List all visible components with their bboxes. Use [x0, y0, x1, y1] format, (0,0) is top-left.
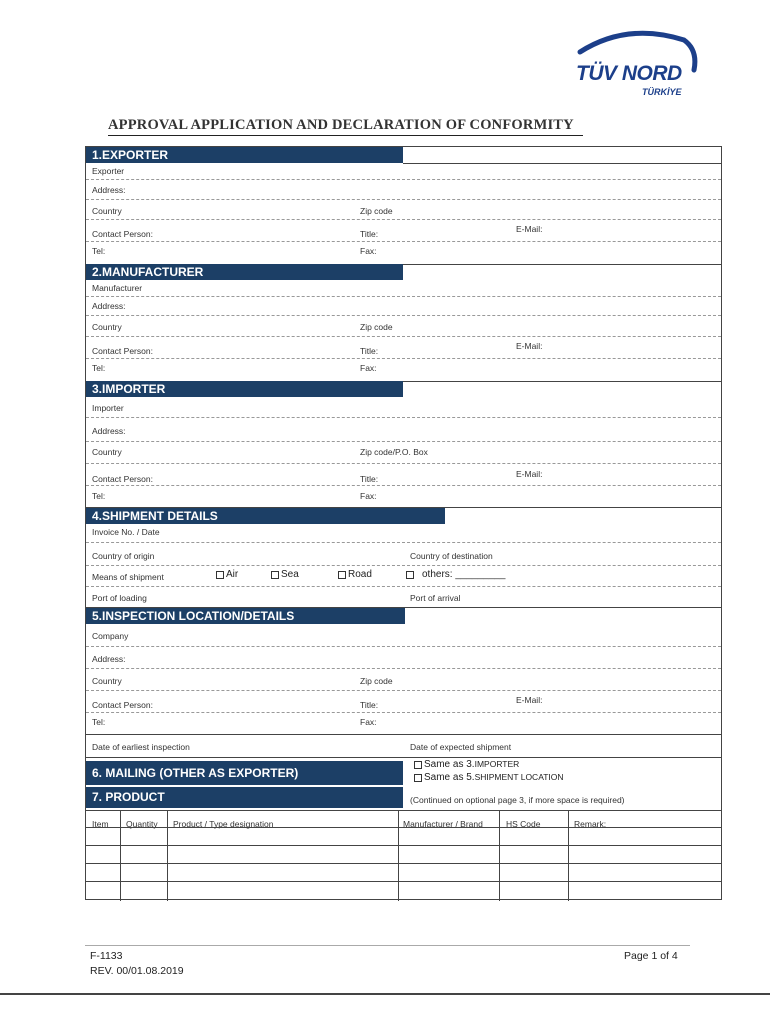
title-label: Title:	[360, 229, 379, 239]
exporter-contact-row[interactable]	[86, 220, 721, 242]
invoice-label: Invoice No. / Date	[92, 527, 160, 537]
fax-label: Fax:	[360, 363, 377, 373]
importer-address-row[interactable]	[86, 418, 721, 442]
manufacturer-address-row[interactable]	[86, 297, 721, 316]
inspection-address-row[interactable]	[86, 647, 721, 669]
fax-label: Fax:	[360, 491, 377, 501]
col-hs-code: HS Code	[506, 819, 541, 829]
same-as-shipment-location-label	[424, 772, 564, 783]
inspection-country-row[interactable]	[86, 669, 721, 691]
importer-contact-row[interactable]	[86, 464, 721, 486]
title-label: Title:	[360, 700, 379, 710]
email-label: E-Mail:	[516, 469, 543, 479]
inspection-tel-row[interactable]	[86, 713, 721, 735]
importer-label: Importer	[92, 403, 124, 413]
address-label: Address:	[92, 185, 126, 195]
manufacturer-contact-row[interactable]	[86, 337, 721, 359]
tel-label: Tel:	[92, 717, 106, 727]
tel-label: Tel:	[92, 363, 106, 373]
zip-label: Zip code	[360, 206, 393, 216]
section-manufacturer-heading: 2.MANUFACTURER	[86, 264, 403, 280]
email-label: E-Mail:	[516, 341, 543, 351]
zip-label: Zip code	[360, 676, 393, 686]
exporter-country-row[interactable]	[86, 200, 721, 220]
air-label: Air	[226, 569, 239, 580]
same-as-importer-label	[424, 759, 519, 770]
page-bottom-rule	[0, 993, 770, 995]
section-importer-heading: 3.IMPORTER	[86, 381, 403, 397]
page-number: Page 1 of 4	[624, 950, 678, 962]
address-label: Address:	[92, 301, 126, 311]
address-label: Address:	[92, 426, 126, 436]
same-as-importer-small: IMPORTER	[474, 759, 520, 769]
fax-label: Fax:	[360, 246, 377, 256]
port-arrival-label: Port of arrival	[410, 593, 461, 603]
col-divider	[568, 810, 569, 901]
col-remark: Remark:	[574, 819, 607, 829]
product-table-top	[86, 810, 721, 811]
col-divider	[167, 810, 168, 901]
table-row-divider	[86, 863, 721, 864]
company-row[interactable]	[86, 624, 721, 647]
email-label: E-Mail:	[516, 224, 543, 234]
col-product-type: Product / Type designation	[173, 819, 274, 829]
document-title: APPROVAL APPLICATION AND DECLARATION OF CONFORMITY	[108, 117, 574, 133]
importer-country-row[interactable]	[86, 442, 721, 464]
same-as-importer-checkbox[interactable]	[414, 761, 422, 769]
section-exporter-heading: 1.EXPORTER	[86, 147, 403, 163]
country-label: Country	[92, 447, 122, 457]
inspection-dates-row[interactable]	[86, 735, 721, 758]
address-label: Address:	[92, 654, 126, 664]
logo-sub-text: TÜRKİYE	[642, 87, 682, 97]
invoice-row[interactable]	[86, 524, 721, 543]
col-quantity: Quantity	[126, 819, 158, 829]
origin-row[interactable]	[86, 543, 721, 566]
col-item: Item	[92, 819, 109, 829]
others-label[interactable]: others: _________	[422, 569, 506, 580]
application-form	[85, 146, 722, 900]
col-divider	[120, 810, 121, 901]
company-label: Company	[92, 631, 129, 641]
road-label: Road	[348, 569, 372, 580]
section-divider	[403, 147, 721, 164]
manufacturer-tel-row[interactable]	[86, 359, 721, 382]
contact-label: Contact Person:	[92, 229, 153, 239]
origin-label: Country of origin	[92, 551, 155, 561]
section-inspection-heading: 5.INSPECTION LOCATION/DETAILS	[86, 608, 405, 624]
revision: REV. 00/01.08.2019	[90, 965, 184, 977]
table-row-divider	[86, 881, 721, 882]
col-manufacturer-brand: Manufacturer / Brand	[403, 819, 483, 829]
same-as-shipment-location-checkbox[interactable]	[414, 774, 422, 782]
section-product-heading: 7. PRODUCT	[86, 787, 403, 808]
tuv-nord-logo	[572, 30, 702, 102]
port-loading-label: Port of loading	[92, 593, 147, 603]
zip-label: Zip code	[360, 322, 393, 332]
col-divider	[499, 810, 500, 901]
exporter-tel-row[interactable]	[86, 242, 721, 265]
means-of-shipment-row	[86, 566, 721, 587]
title-label: Title:	[360, 346, 379, 356]
country-label: Country	[92, 206, 122, 216]
sea-label: Sea	[281, 569, 299, 580]
tel-label: Tel:	[92, 491, 106, 501]
zip-pobox-label: Zip code/P.O. Box	[360, 447, 428, 457]
earliest-inspection-label: Date of earliest inspection	[92, 742, 190, 752]
product-continuation-note: (Continued on optional page 3, if more space is required)	[410, 795, 625, 805]
exporter-label: Exporter	[92, 166, 125, 176]
form-number: F-1133	[90, 950, 123, 962]
same-as-location-main: Same as 5.	[424, 772, 475, 783]
inspection-contact-row[interactable]	[86, 691, 721, 713]
same-as-importer-main: Same as 3.	[424, 759, 475, 770]
contact-label: Contact Person:	[92, 700, 153, 710]
table-row-divider	[86, 827, 721, 828]
country-label: Country	[92, 676, 122, 686]
logo-brand-text: TÜV NORD	[576, 62, 682, 85]
title-underline	[108, 135, 583, 136]
exporter-name-row[interactable]	[86, 163, 721, 180]
manufacturer-country-row[interactable]	[86, 316, 721, 337]
email-label: E-Mail:	[516, 695, 543, 705]
country-label: Country	[92, 322, 122, 332]
footer-rule	[85, 945, 690, 946]
contact-label: Contact Person:	[92, 346, 153, 356]
importer-name-row[interactable]	[86, 397, 721, 418]
destination-label: Country of destination	[410, 551, 493, 561]
contact-label: Contact Person:	[92, 474, 153, 484]
road-checkbox[interactable]	[338, 571, 346, 579]
manufacturer-name-row[interactable]	[86, 280, 721, 297]
others-checkbox[interactable]	[406, 571, 414, 579]
air-checkbox[interactable]	[216, 571, 224, 579]
table-row-divider	[86, 845, 721, 846]
exporter-address-row[interactable]	[86, 180, 721, 200]
tel-label: Tel:	[92, 246, 106, 256]
title-label: Title:	[360, 474, 379, 484]
same-as-location-small: SHIPMENT LOCATION	[474, 772, 564, 782]
means-label: Means of shipment	[92, 572, 164, 582]
ports-row[interactable]	[86, 587, 721, 608]
sea-checkbox[interactable]	[271, 571, 279, 579]
expected-shipment-label: Date of expected shipment	[410, 742, 512, 752]
section-shipment-heading: 4.SHIPMENT DETAILS	[86, 508, 445, 524]
section-mailing-heading: 6. MAILING (OTHER AS EXPORTER)	[86, 761, 403, 785]
col-divider	[398, 810, 399, 901]
fax-label: Fax:	[360, 717, 377, 727]
importer-tel-row[interactable]	[86, 486, 721, 508]
manufacturer-label: Manufacturer	[92, 283, 143, 293]
